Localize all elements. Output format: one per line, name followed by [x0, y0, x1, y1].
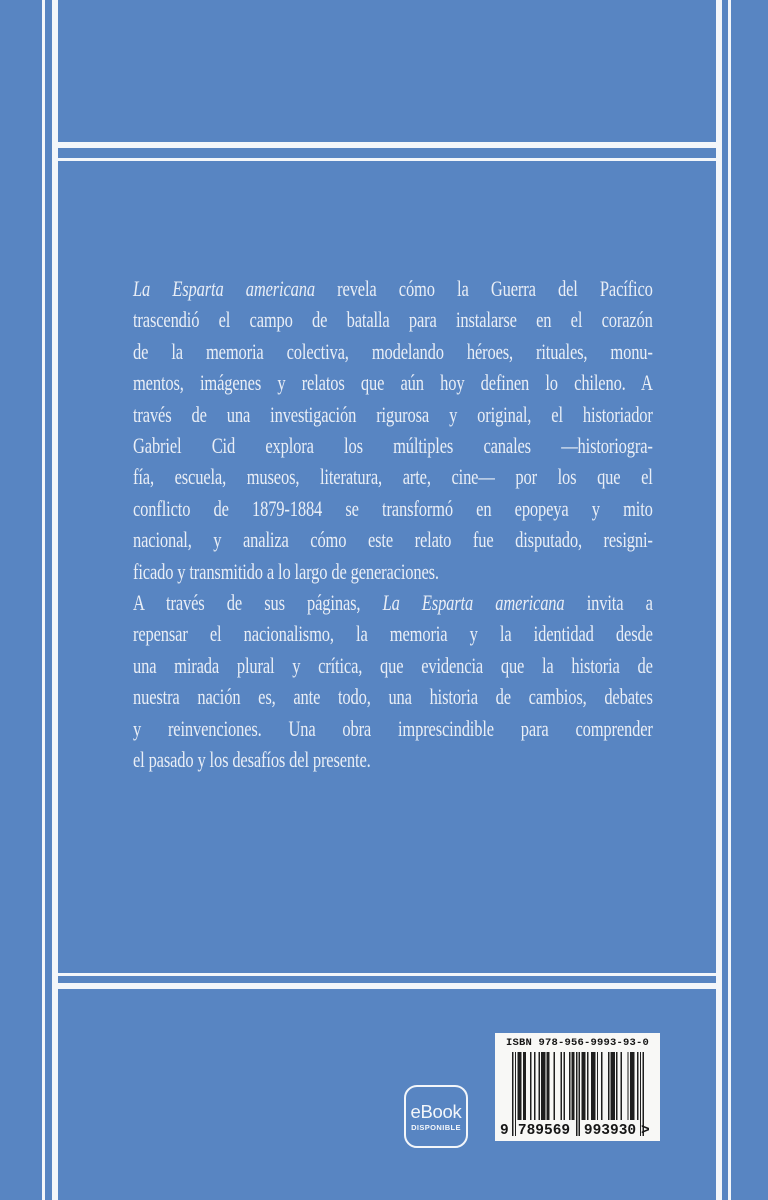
frame-rule-right-inner: [716, 0, 722, 1200]
synopsis-line: repensar el nacionalismo, la memoria y la identidad desde: [133, 621, 653, 647]
synopsis-line: mentos, imágenes y relatos que aún hoy definen lo chileno. A: [133, 370, 653, 396]
ebook-badge-subtitle: DISPONIBLE: [411, 1122, 461, 1132]
frame-rule-bottom-thin: [58, 973, 716, 976]
synopsis-line: el pasado y los desafíos del presente.: [133, 747, 371, 773]
synopsis-line: una mirada plural y crítica, que evidencia que la historia de: [133, 652, 653, 678]
barcode-digit-group2: 993930: [583, 1123, 637, 1139]
barcode-digits: [495, 1123, 660, 1139]
synopsis-line: nuestra nación es, ante todo, una historia de cambios, debates: [133, 684, 653, 710]
frame-rule-bottom-thick: [58, 983, 716, 989]
synopsis-line: y reinvenciones. Una obra imprescindible para comprender: [133, 715, 653, 741]
frame-rule-right-outer: [728, 0, 731, 1200]
synopsis-line: fía, escuela, museos, literatura, arte, cine— por los que el: [133, 464, 653, 490]
frame-rule-left-inner: [52, 0, 58, 1200]
ebook-badge: [404, 1085, 468, 1148]
synopsis-line: de la memoria colectiva, modelando héroes, rituales, monu-: [133, 338, 653, 364]
frame-rule-left-outer: [42, 0, 45, 1200]
synopsis-line: ficado y transmitido a lo largo de generaciones.: [133, 558, 439, 584]
synopsis-line: Gabriel Cid explora los múltiples canales —historiogra-: [133, 433, 653, 459]
synopsis-line: A través de sus páginas, La Esparta americana invita a: [133, 590, 653, 616]
synopsis-line: nacional, y analiza cómo este relato fue disputado, resigni-: [133, 527, 653, 553]
barcode-digit-first: 9: [500, 1123, 509, 1139]
isbn-label: ISBN 978-956-9993-93-0: [505, 1037, 650, 1049]
synopsis-text: [133, 273, 653, 776]
ebook-badge-title: eBook: [410, 1100, 462, 1122]
frame-rule-top-thick: [58, 142, 716, 148]
synopsis-line: trascendió el campo de batalla para instalarse en el corazón: [133, 307, 653, 333]
frame-rule-top-thin: [58, 158, 716, 161]
synopsis-line: La Esparta americana revela cómo la Guerra del Pacífico: [133, 276, 653, 301]
barcode-block: [495, 1033, 660, 1141]
synopsis-line: conflicto de 1879-1884 se transformó en epopeya y mito: [133, 495, 653, 521]
barcode-digit-group1: 789569: [517, 1123, 571, 1139]
synopsis-line: través de una investigación rigurosa y original, el historiador: [133, 401, 653, 427]
barcode-arrow: >: [641, 1123, 650, 1139]
